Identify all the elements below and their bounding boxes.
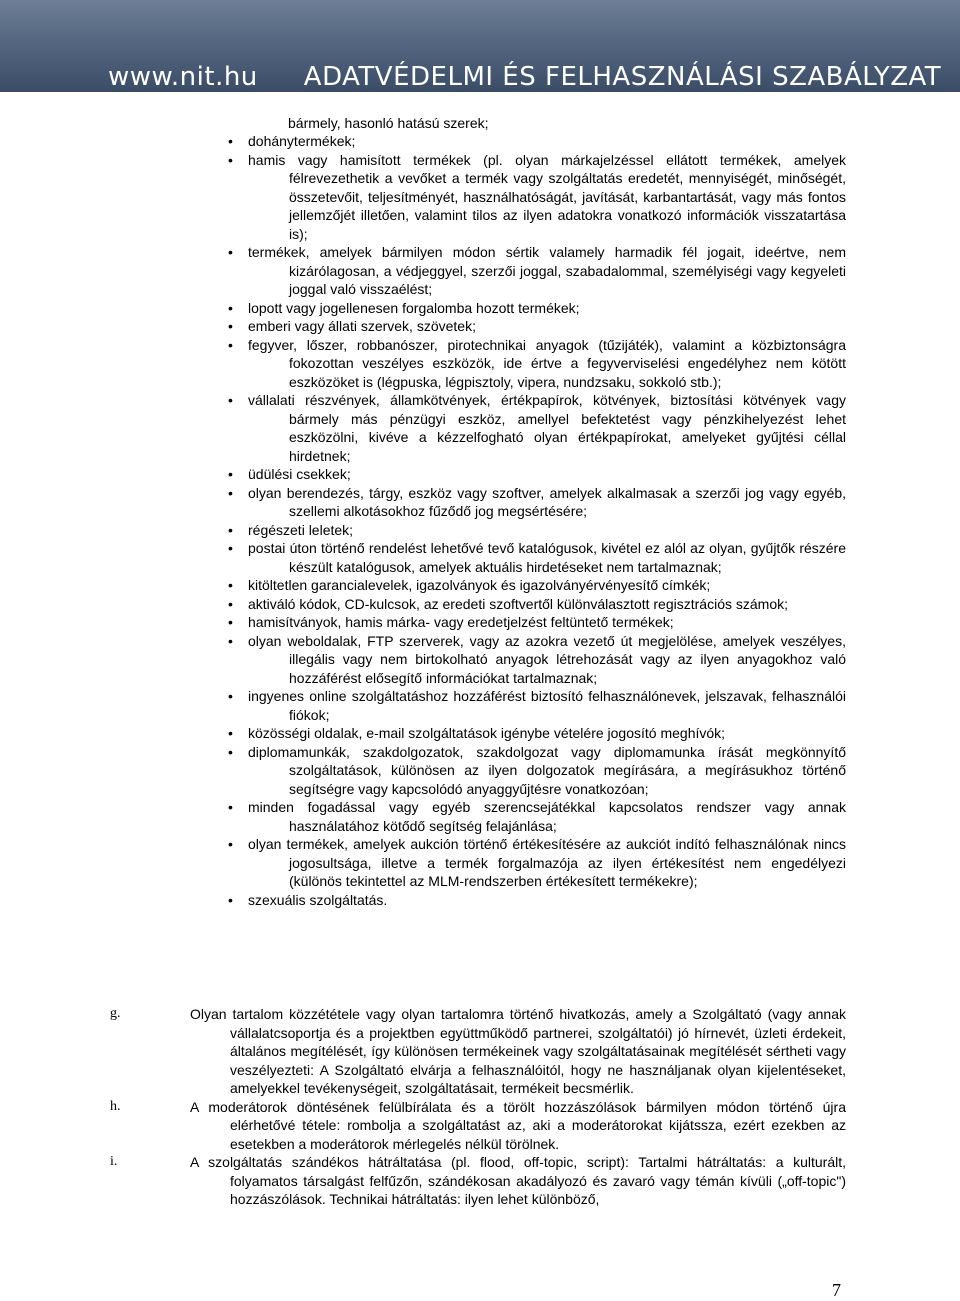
- list-item: [228, 151, 846, 244]
- list-item: [228, 724, 846, 743]
- list-item-text: régészeti leletek;: [248, 521, 354, 538]
- list-item: [228, 743, 846, 799]
- list-item: [228, 521, 846, 540]
- header-text: [108, 62, 941, 92]
- bullet-icon: •: [228, 891, 233, 908]
- clause-marker: h.: [110, 1098, 121, 1114]
- bullet-icon: •: [228, 743, 233, 760]
- page-header-band: [0, 0, 960, 92]
- bullet-icon: •: [228, 614, 233, 630]
- clause-marker: g.: [110, 1006, 121, 1021]
- list-item: [228, 891, 846, 910]
- list-item-text: vállalati részvények, államkötvények, értékpapírok, kötvények, biztosítási kötvények vagy bármely más pénzügyi eszköz, amellyel befektetést vagy pénzkihelyezést lehet eszközölni, kivéve a kézzelfogható olyan értékpapírokat, amelyeket gyűjtési céllal hirdetnek;: [248, 392, 846, 464]
- bullet-icon: •: [228, 151, 233, 168]
- list-item: [228, 317, 846, 336]
- list-item-text: szexuális szolgáltatás.: [248, 891, 388, 908]
- clause-text: A moderátorok döntésének felülbírálata és a törölt hozzászólások bármilyen módon történő újra elérhetővé tétele: rombolja a szolgáltatást az, aki a moderátorokat kijátssza, ezért ezekben az esetekben a moderátorok mérlegelés nélkül törölnek.: [190, 1098, 846, 1152]
- list-item-text: postai úton történő rendelést lehetővé tevő katalógusok, kivétel ez alól az olyan, gyűjtők részére készült katalógusok, amelyek aktuális hirdetéseket nem tartalmaznak;: [248, 540, 846, 575]
- bullet-icon: •: [228, 392, 233, 408]
- list-item: [228, 484, 846, 521]
- list-item-text: lopott vagy jogellenesen forgalomba hozott termékek;: [248, 299, 580, 316]
- clause-text: A szolgáltatás szándékos hátráltatása (pl. flood, off-topic, script): Tartalmi hátráltatás: a kulturált, folyamatos társalgást felfűzőn, szándékosan akadályozó és zavaró vagy témán kívüli („off-topic") hozzászólások. Technikai hátráltatás: ilyen lehet különböző,: [190, 1154, 846, 1207]
- list-item: [228, 539, 846, 576]
- bullet-icon: •: [228, 521, 233, 538]
- list-item: [228, 132, 846, 151]
- site-url: www.nit.hu: [108, 62, 258, 92]
- bullet-icon: •: [228, 299, 233, 316]
- bullet-icon: •: [228, 484, 233, 501]
- bullet-icon: •: [228, 632, 233, 649]
- bullet-icon: •: [228, 466, 233, 482]
- bullet-icon: •: [228, 133, 233, 149]
- list-item: [228, 243, 846, 299]
- page-number: 7: [832, 1280, 841, 1300]
- list-item: [228, 798, 846, 835]
- list-item: [228, 391, 846, 465]
- bullet-icon: •: [228, 540, 233, 556]
- clause-item: [110, 1005, 846, 1098]
- lettered-clauses-list: [110, 1005, 846, 1209]
- bullet-icon: •: [228, 577, 233, 593]
- clause-text: Olyan tartalom közzététele vagy olyan tartalomra történő hivatkozás, amely a Szolgáltató (vagy annak vállalatcsoportja és a projektben együttműködő partnerei, szolgáltatói) jó hírnevét, üzleti érdekeit, általános megítélését, így különösen termékeinek vagy szolgáltatásainak megítélését sértheti vagy veszélyezteti: A Szolgáltató elvárja a felhasználóitól, hogy ne használjanak olyan kijelentéseket, amelyekkel tevékenységeit, szolgáltatásait, termékeit becsmérlik.: [190, 1006, 846, 1096]
- list-item-text: olyan berendezés, tárgy, eszköz vagy szoftver, amelyek alkalmasak a szerzői jog vagy egyéb, szellemi alkotásokhoz fűződő jog megsértésére;: [248, 484, 846, 519]
- bullet-icon: •: [228, 725, 233, 741]
- list-item-text: közösségi oldalak, e-mail szolgáltatások igénybe vételére jogosító meghívók;: [248, 725, 726, 741]
- list-item-text: emberi vagy állati szervek, szövetek;: [248, 318, 476, 334]
- list-item-text: aktiváló kódok, CD-kulcsok, az eredeti szoftvertől különválasztott regisztrációs számok;: [248, 595, 788, 612]
- list-item-text: hamis vagy hamisított termékek (pl. olyan márkajelzéssel ellátott termékek, amelyek félrevezethetik a vevőket a termék vagy szolgáltatás eredetét, mennyiségét, minőségét, összetevőit, teljesítményét, használhatóságát, javítását, karbantartását, vagy más fontos jellemzőjét illetően, valamint tilos az ilyen adatokra vonatkozó információk visszatartása is);: [248, 151, 846, 242]
- list-item-text: diplomamunkák, szakdolgozatok, szakdolgozat vagy diplomamunka írását megkönnyítő szolgáltatások, különösen az ilyen dolgozatok megírására, a megírásukhoz történő segítségre vagy kapcsolódó anyaggyűjtésre vonatkozóan;: [248, 743, 846, 797]
- bullet-icon: •: [228, 836, 233, 852]
- bullet-icon: •: [228, 799, 233, 815]
- list-item: [228, 632, 846, 688]
- list-item: [228, 336, 846, 392]
- prohibited-items-list: [228, 132, 846, 909]
- list-item-text: termékek, amelyek bármilyen módon sértik valamely harmadik fél jogait, ideértve, nem kizárólagosan, a védjeggyel, szerzői joggal, szabadalommal, személyiségi vagy kegyeleti joggal való visszaélést;: [248, 244, 846, 297]
- list-item-text: hamisítványok, hamis márka- vagy eredetjelzést feltüntető termékek;: [248, 614, 674, 630]
- clause-item: [110, 1153, 846, 1209]
- list-item: [228, 465, 846, 484]
- list-item-text: dohánytermékek;: [248, 133, 356, 149]
- list-item-text: olyan termékek, amelyek aukción történő értékesítésére az aukciót indító felhasználónak nincs jogosultsága, illetve a termék forgalmazója az ilyen értékesítést nem engedélyezi (különös tekintettel az MLM-rendszerben értékesített termékekre);: [248, 836, 846, 889]
- list-item-text: üdülési csekkek;: [248, 466, 351, 482]
- document-title: ADATVÉDELMI ÉS FELHASZNÁLÁSI SZABÁLYZAT: [303, 62, 942, 92]
- list-item: [228, 835, 846, 891]
- list-item-text: ingyenes online szolgáltatáshoz hozzáférést biztosító felhasználónevek, jelszavak, felhasználói fiókok;: [248, 688, 846, 723]
- list-item: [228, 595, 846, 614]
- bullet-icon: •: [228, 336, 233, 353]
- list-item-text: olyan weboldalak, FTP szerverek, vagy az azokra vezető út megjelölése, amelyek veszélyes, illegális vagy nem birtokolható anyagok létrehozását vagy az ilyen anyagokhoz való hozzáférést elősegítő információkat tartalmaznak;: [248, 632, 846, 686]
- list-item: [228, 576, 846, 595]
- list-item-text: minden fogadással vagy egyéb szerencsejátékkal kapcsolatos rendszer vagy annak használatához kötődő segítség felajánlása;: [248, 799, 846, 834]
- list-item: [228, 299, 846, 318]
- bullet-icon: •: [228, 244, 233, 260]
- list-item-text: kitöltetlen garancialevelek, igazolványok és igazolványérvényesítő címkék;: [248, 577, 711, 593]
- bullet-icon: •: [228, 688, 233, 704]
- clause-marker: i.: [110, 1154, 118, 1169]
- bullet-icon: •: [228, 595, 233, 612]
- list-item: [228, 613, 846, 632]
- clause-item: [110, 1098, 846, 1154]
- continuation-line: bármely, hasonló hatású szerek;: [288, 115, 489, 131]
- list-item: [228, 687, 846, 724]
- list-item-text: fegyver, lőszer, robbanószer, pirotechnikai anyagok (tűzijáték), valamint a közbiztonságra fokozottan veszélyes eszközök, ide értve a fegyverviselési engedélyhez nem kötött eszközöket is (légpuska, légpisztoly, vipera, nundzsaku, sokkoló stb.);: [248, 336, 846, 390]
- bullet-icon: •: [228, 318, 233, 334]
